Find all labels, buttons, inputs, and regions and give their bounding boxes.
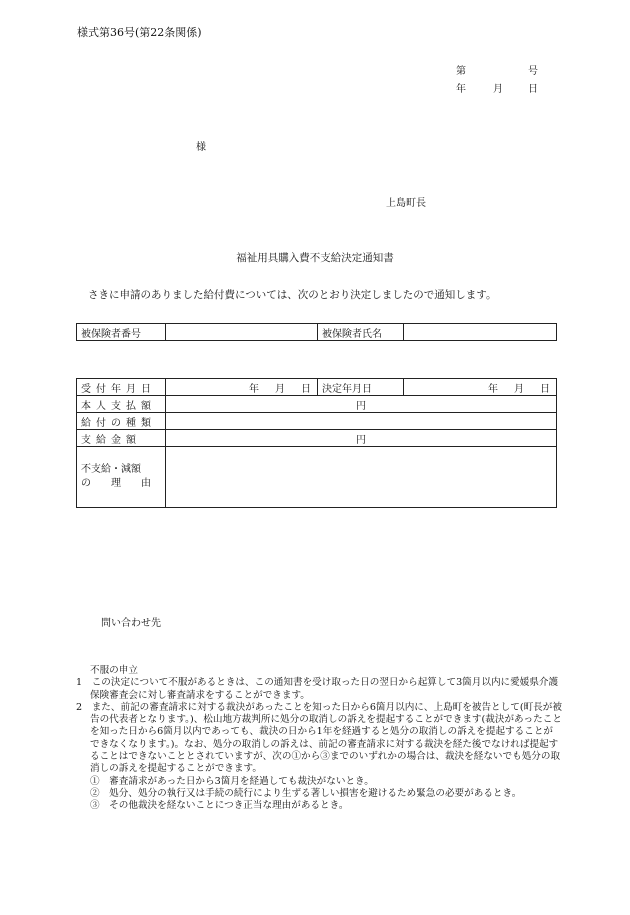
decision-year-unit: 年 bbox=[488, 383, 498, 395]
document-title: 福祉用具購入費不支給決定通知書 bbox=[236, 252, 394, 264]
paid-amount-label: 支給金額 bbox=[77, 430, 166, 447]
decision-month-unit: 月 bbox=[514, 383, 524, 395]
paid-amount-value bbox=[166, 430, 557, 447]
insured-number-label: 被保険者番号 bbox=[77, 324, 166, 341]
reason-label-line1: 不支給・減額 bbox=[81, 464, 141, 475]
received-date-label: 受付年月日 bbox=[77, 379, 166, 396]
appeal-condition-2: ② 処分、処分の執行又は手続の続行により生ずる著しい損害を避けるため緊急の必要があるとき。 bbox=[90, 787, 522, 799]
received-month-unit: 月 bbox=[275, 383, 285, 395]
received-year-unit: 年 bbox=[249, 383, 259, 395]
payment-amount-label: 本人支払額 bbox=[77, 396, 166, 413]
form-number: 様式第36号(第22条関係) bbox=[77, 26, 202, 39]
benefit-type-value bbox=[166, 413, 557, 430]
intro-text: さきに申請のありました給付費については、次のとおり決定しましたので通知します。 bbox=[88, 289, 497, 301]
table-row bbox=[77, 430, 557, 447]
received-date-value bbox=[166, 379, 318, 396]
sender-name: 上島町長 bbox=[386, 198, 426, 209]
decision-date-value bbox=[404, 379, 557, 396]
insured-name-value bbox=[404, 324, 557, 341]
reason-label-line2: の 理 由 bbox=[81, 478, 151, 489]
issue-date-year: 年 bbox=[456, 84, 466, 95]
appeal-condition-1: ① 審査請求があった日から3箇月を経過しても裁決がないとき。 bbox=[90, 775, 374, 787]
appeal-item-1: 1 この決定について不服があるときは、この通知書を受け取った日の翌日から起算して3箇月以内に愛媛県介護保険審査会に対し審査請求をすることができます。 bbox=[76, 677, 559, 701]
insured-info-table bbox=[76, 323, 557, 341]
decision-table bbox=[76, 378, 557, 508]
reason-value bbox=[166, 447, 557, 508]
inquiry-label: 問い合わせ先 bbox=[101, 618, 161, 629]
issue-date-day: 日 bbox=[528, 84, 538, 95]
insured-name-label: 被保険者氏名 bbox=[318, 324, 404, 341]
addressee-suffix: 様 bbox=[196, 142, 206, 153]
appeal-item-2: 2 また、前記の審査請求に対する裁決があったことを知った日から6箇月以内に、上島町を被告として(町長が被告の代表者となります。)、松山地方裁判所に処分の取消しの訴えを提起することができます(裁決があったことを知った日から6箇月以内であっても、裁決の日から1年を経過すると処分の取消しの訴えを提起することができなくなります。)。なお、処分の取消しの訴えは、前記の審査請求に対する裁決を経た後でなければ提起することはできないこととされていますが、次の①から③までのいずれかの場合は、裁決を経ないでも処分の取消しの訴えを提起することができます。 bbox=[76, 701, 562, 775]
payment-yen-unit: 円 bbox=[356, 400, 366, 412]
document-number-suffix: 号 bbox=[528, 66, 538, 77]
document-number-prefix: 第 bbox=[456, 66, 466, 77]
table-row bbox=[77, 413, 557, 430]
table-row bbox=[77, 324, 557, 341]
appeal-section bbox=[76, 665, 562, 813]
decision-day-unit: 日 bbox=[540, 383, 550, 395]
received-day-unit: 日 bbox=[301, 383, 311, 395]
table-row bbox=[77, 379, 557, 396]
table-row bbox=[77, 396, 557, 413]
table-row bbox=[77, 447, 557, 508]
insured-number-value bbox=[166, 324, 318, 341]
paid-yen-unit: 円 bbox=[356, 434, 366, 446]
appeal-condition-3: ③ その他裁決を経ないことにつき正当な理由があるとき。 bbox=[90, 800, 349, 812]
reason-label bbox=[77, 447, 166, 508]
appeal-heading: 不服の申立 bbox=[90, 665, 138, 676]
issue-date-month: 月 bbox=[493, 84, 503, 95]
benefit-type-label: 給付の種類 bbox=[77, 413, 166, 430]
decision-date-label: 決定年月日 bbox=[318, 379, 404, 396]
payment-amount-value bbox=[166, 396, 557, 413]
